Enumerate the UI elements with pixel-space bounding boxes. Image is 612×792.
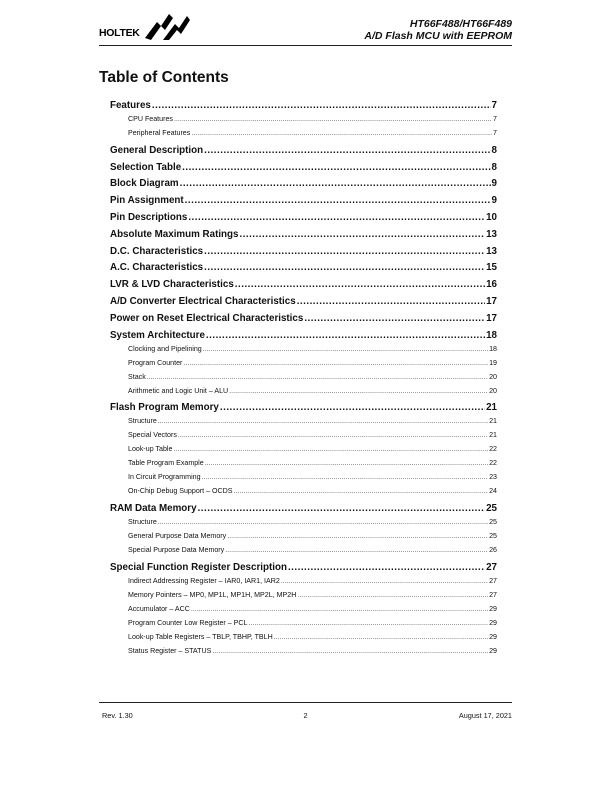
table-of-contents bbox=[110, 100, 497, 658]
toc-dot-leader bbox=[198, 503, 486, 515]
toc-entry-title: Structure bbox=[128, 417, 157, 426]
toc-entry-page: 13 bbox=[486, 228, 497, 240]
logo-text: HOLTEK bbox=[99, 27, 140, 39]
header-title-line1: HT66F488/HT66F489 bbox=[409, 18, 512, 30]
toc-section-entry[interactable] bbox=[110, 162, 497, 174]
toc-entry-title: Look-up Table Registers – TBLP, TBHP, TBLH bbox=[128, 632, 273, 641]
toc-entry-title: A/D Converter Electrical Characteristics bbox=[110, 295, 296, 307]
toc-entry-page: 29 bbox=[489, 604, 497, 613]
toc-subsection-entry[interactable] bbox=[110, 574, 497, 588]
toc-dot-leader bbox=[158, 414, 488, 428]
toc-entry-page: 29 bbox=[489, 646, 497, 655]
toc-entry-title: Power on Reset Electrical Characteristics bbox=[110, 312, 304, 324]
toc-dot-leader bbox=[173, 442, 488, 456]
toc-subsection-entry[interactable] bbox=[110, 616, 497, 630]
toc-section-entry[interactable] bbox=[110, 262, 497, 274]
toc-subsection-entry[interactable] bbox=[110, 602, 497, 616]
toc-entry-page: 26 bbox=[489, 546, 497, 555]
page-footer bbox=[99, 702, 512, 721]
toc-dot-leader bbox=[183, 356, 488, 370]
toc-section-entry[interactable] bbox=[110, 246, 497, 258]
toc-entry-page: 13 bbox=[486, 245, 497, 257]
toc-dot-leader bbox=[297, 588, 488, 602]
toc-entry-title: D.C. Characteristics bbox=[110, 245, 204, 257]
toc-entry-page: 27 bbox=[489, 576, 497, 585]
toc-subsection-entry[interactable] bbox=[110, 588, 497, 602]
toc-entry-page: 25 bbox=[489, 518, 497, 527]
toc-dot-leader bbox=[227, 529, 488, 543]
toc-entry-title: Absolute Maximum Ratings bbox=[110, 228, 239, 240]
toc-subsection-entry[interactable] bbox=[110, 644, 497, 658]
toc-dot-leader bbox=[204, 246, 485, 258]
toc-dot-leader bbox=[182, 162, 490, 174]
toc-entry-title: A.C. Characteristics bbox=[110, 262, 204, 274]
toc-entry-title: Accumulator – ACC bbox=[128, 604, 190, 613]
toc-entry-page: 21 bbox=[489, 417, 497, 426]
toc-entry-title: RAM Data Memory bbox=[110, 503, 197, 515]
toc-dot-leader bbox=[174, 112, 492, 126]
toc-entry-page: 19 bbox=[489, 358, 497, 367]
toc-entry-title: Stack bbox=[128, 372, 146, 381]
toc-dot-leader bbox=[248, 616, 488, 630]
toc-entry-title: Flash Program Memory bbox=[110, 402, 219, 414]
toc-section-entry[interactable] bbox=[110, 503, 497, 515]
toc-section-entry[interactable] bbox=[110, 330, 497, 342]
toc-entry-page: 21 bbox=[486, 402, 497, 414]
footer-date: August 17, 2021 bbox=[458, 711, 512, 720]
toc-entry-page: 7 bbox=[493, 129, 497, 137]
toc-dot-leader bbox=[225, 543, 488, 557]
toc-dot-leader bbox=[147, 370, 488, 384]
toc-section-entry[interactable] bbox=[110, 279, 497, 291]
toc-subsection-entry[interactable] bbox=[110, 428, 497, 442]
toc-section-entry[interactable] bbox=[110, 195, 497, 207]
toc-entry-title: Structure bbox=[128, 518, 157, 527]
toc-entry-title: Special Function Register Description bbox=[110, 561, 287, 573]
toc-section-entry[interactable] bbox=[110, 296, 497, 308]
toc-entry-page: 22 bbox=[489, 459, 497, 468]
toc-subsection-entry[interactable] bbox=[110, 543, 497, 557]
toc-entry-title: Special Purpose Data Memory bbox=[128, 546, 225, 555]
toc-entry-page: 7 bbox=[493, 115, 497, 123]
footer-revision: Rev. 1.30 bbox=[102, 711, 133, 720]
toc-entry-page: 22 bbox=[489, 445, 497, 454]
toc-subsection-entry[interactable] bbox=[110, 470, 497, 484]
toc-entry-page: 27 bbox=[486, 561, 497, 573]
toc-entry-title: Status Register – STATUS bbox=[128, 646, 212, 655]
page-header bbox=[99, 12, 512, 46]
toc-dot-leader bbox=[274, 630, 488, 644]
toc-dot-leader bbox=[188, 212, 485, 224]
toc-entry-title: On-Chip Debug Support – OCDS bbox=[128, 487, 233, 496]
toc-entry-title: Pin Assignment bbox=[110, 195, 184, 207]
toc-dot-leader bbox=[203, 342, 488, 356]
toc-dot-leader bbox=[235, 279, 485, 291]
toc-subsection-entry[interactable] bbox=[110, 442, 497, 456]
toc-section-entry[interactable] bbox=[110, 402, 497, 414]
toc-entry-page: 17 bbox=[486, 312, 497, 324]
toc-entry-page: 7 bbox=[491, 100, 497, 111]
toc-dot-leader bbox=[158, 515, 488, 529]
toc-entry-title: Arithmetic and Logic Unit – ALU bbox=[128, 386, 229, 395]
toc-section-entry[interactable] bbox=[110, 100, 497, 112]
toc-entry-title: LVR & LVD Characteristics bbox=[110, 279, 234, 291]
toc-dot-leader bbox=[229, 384, 488, 398]
toc-entry-page: 20 bbox=[489, 372, 497, 381]
toc-section-entry[interactable] bbox=[110, 562, 497, 574]
toc-entry-page: 9 bbox=[491, 195, 497, 207]
toc-entry-title: Memory Pointers – MP0, MP1L, MP1H, MP2L, MP2H bbox=[128, 590, 297, 599]
toc-dot-leader bbox=[281, 574, 488, 588]
toc-subsection-entry[interactable] bbox=[110, 342, 497, 356]
toc-subsection-entry[interactable] bbox=[110, 384, 497, 398]
toc-subsection-entry[interactable] bbox=[110, 630, 497, 644]
toc-entry-page: 29 bbox=[489, 632, 497, 641]
toc-dot-leader bbox=[178, 428, 488, 442]
toc-section-entry[interactable] bbox=[110, 229, 497, 241]
toc-entry-page: 17 bbox=[486, 295, 497, 307]
toc-dot-leader bbox=[304, 313, 485, 325]
toc-dot-leader bbox=[220, 402, 485, 414]
header-title-line2: A/D Flash MCU with EEPROM bbox=[364, 30, 512, 42]
toc-subsection-entry[interactable] bbox=[110, 515, 497, 529]
toc-dot-leader bbox=[288, 562, 485, 574]
toc-dot-leader bbox=[191, 602, 488, 616]
toc-entry-title: Program Counter bbox=[128, 358, 183, 367]
toc-entry-title: Program Counter Low Register – PCL bbox=[128, 618, 248, 627]
toc-entry-page: 9 bbox=[491, 178, 497, 190]
holtek-logo-mark-icon bbox=[143, 12, 191, 42]
toc-dot-leader bbox=[152, 100, 491, 112]
toc-dot-leader bbox=[234, 484, 489, 498]
toc-entry-title: Features bbox=[110, 100, 151, 111]
toc-entry-page: 29 bbox=[489, 618, 497, 627]
toc-dot-leader bbox=[206, 330, 485, 342]
holtek-logo bbox=[99, 12, 191, 42]
toc-entry-title: System Architecture bbox=[110, 329, 205, 341]
toc-subsection-entry[interactable] bbox=[110, 356, 497, 370]
toc-subsection-entry[interactable] bbox=[110, 370, 497, 384]
toc-entry-page: 8 bbox=[491, 144, 497, 156]
toc-entry-page: 24 bbox=[489, 487, 497, 496]
toc-entry-page: 23 bbox=[489, 473, 497, 482]
toc-subsection-entry[interactable] bbox=[110, 529, 497, 543]
toc-entry-title: Selection Table bbox=[110, 161, 182, 173]
toc-entry-page: 25 bbox=[489, 532, 497, 541]
toc-entry-page: 18 bbox=[486, 329, 497, 341]
toc-entry-page: 27 bbox=[489, 590, 497, 599]
toc-subsection-entry[interactable] bbox=[110, 112, 497, 126]
toc-section-entry[interactable] bbox=[110, 313, 497, 325]
toc-entry-title: Look-up Table bbox=[128, 445, 173, 454]
toc-dot-leader bbox=[191, 126, 492, 140]
toc-entry-title: Pin Descriptions bbox=[110, 211, 188, 223]
toc-entry-page: 21 bbox=[489, 431, 497, 440]
toc-entry-page: 25 bbox=[486, 503, 497, 515]
toc-entry-title: Special Vectors bbox=[128, 431, 177, 440]
toc-dot-leader bbox=[297, 296, 485, 308]
toc-entry-page: 10 bbox=[486, 211, 497, 223]
toc-entry-page: 15 bbox=[486, 262, 497, 274]
toc-entry-title: Indirect Addressing Register – IAR0, IAR1, IAR2 bbox=[128, 576, 280, 585]
toc-dot-leader bbox=[202, 470, 489, 484]
toc-entry-title: Peripheral Features bbox=[128, 129, 191, 137]
footer-page-number: 2 bbox=[303, 711, 308, 720]
toc-entry-page: 16 bbox=[486, 279, 497, 291]
toc-subsection-entry[interactable] bbox=[110, 126, 497, 140]
toc-section-entry[interactable] bbox=[110, 145, 497, 157]
toc-dot-leader bbox=[204, 262, 485, 274]
toc-entry-page: 8 bbox=[491, 161, 497, 173]
document-title bbox=[364, 18, 512, 42]
toc-entry-page: 18 bbox=[489, 344, 497, 353]
toc-subsection-entry[interactable] bbox=[110, 456, 497, 470]
toc-dot-leader bbox=[185, 195, 491, 207]
toc-entry-title: Clocking and Pipelining bbox=[128, 344, 202, 353]
toc-entry-title: Table Program Example bbox=[128, 459, 204, 468]
toc-dot-leader bbox=[204, 145, 490, 157]
toc-entry-page: 20 bbox=[489, 386, 497, 395]
toc-entry-title: In Circuit Programming bbox=[128, 473, 201, 482]
toc-section-entry[interactable] bbox=[110, 178, 497, 190]
toc-entry-title: CPU Features bbox=[128, 115, 173, 123]
toc-dot-leader bbox=[180, 178, 491, 190]
toc-entry-title: General Description bbox=[110, 144, 204, 156]
toc-section-entry[interactable] bbox=[110, 212, 497, 224]
toc-dot-leader bbox=[212, 644, 488, 658]
toc-heading: Table of Contents bbox=[99, 69, 229, 86]
toc-dot-leader bbox=[239, 229, 485, 241]
toc-dot-leader bbox=[205, 456, 488, 470]
toc-subsection-entry[interactable] bbox=[110, 484, 497, 498]
toc-subsection-entry[interactable] bbox=[110, 414, 497, 428]
toc-entry-title: General Purpose Data Memory bbox=[128, 532, 227, 541]
toc-entry-title: Block Diagram bbox=[110, 178, 179, 190]
